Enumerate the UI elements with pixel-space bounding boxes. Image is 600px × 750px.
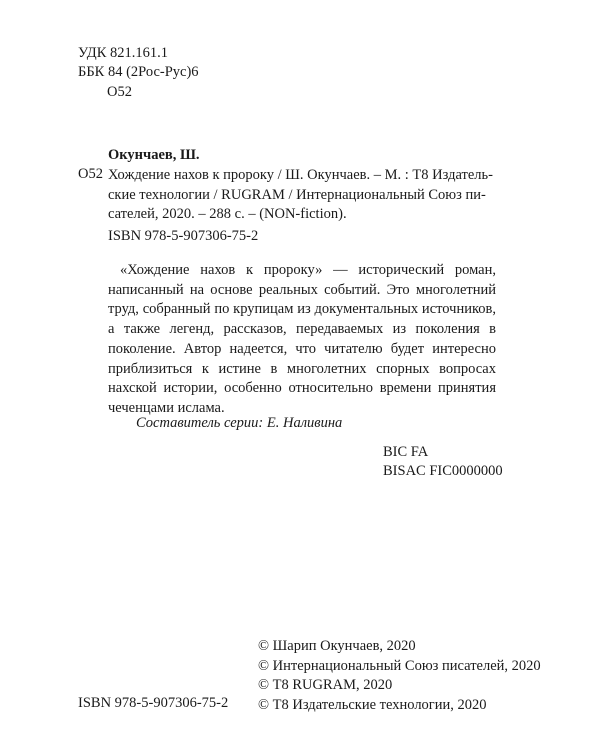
annotation-line: приблизиться к истине в многолетних спорных вопросах (108, 360, 496, 377)
copyright-line: © Т8 Издательские технологии, 2020 (258, 696, 487, 713)
series-editor: Составитель серии: Е. Наливина (136, 415, 343, 431)
bibliographic-description (108, 166, 493, 225)
bisac-code: BISAC FIC0000000 (383, 463, 503, 479)
author-mark: О52 (107, 84, 132, 100)
description-line: сателей, 2020. – 288 с. – (NON-fiction). (108, 206, 347, 222)
bic-code: BIC FA (383, 444, 429, 460)
annotation-line: нахской истории, особенно относительно времени принятия (108, 380, 496, 397)
annotation-line: а также легенд, рассказов, передаваемых из поколения в (108, 321, 496, 338)
description-line: Хождение нахов к пророку / Ш. Окунчаев. – М. : Т8 Издатель- (108, 167, 493, 183)
copyright-block (258, 637, 541, 715)
annotation (108, 261, 496, 419)
author-heading: Окунчаев, Ш. (108, 147, 200, 163)
annotation-line: труд, собранный по крупицам из документальных источников, (108, 301, 496, 318)
entry-isbn: ISBN 978-5-907306-75-2 (108, 228, 259, 244)
copyright-line: © Интернациональный Союз писателей, 2020 (258, 657, 541, 674)
entry-mark: О52 (78, 166, 103, 182)
udk-code: УДК 821.161.1 (78, 45, 168, 61)
annotation-line: «Хождение нахов к пророку» — исторический роман, (120, 262, 496, 278)
footer-isbn: ISBN 978-5-907306-75-2 (78, 695, 229, 711)
copyright-line: © Т8 RUGRAM, 2020 (258, 677, 393, 693)
description-line: ские технологии / RUGRAM / Интернациональный Союз пи- (108, 186, 486, 203)
bbk-code: ББК 84 (2Рос-Рус)6 (78, 64, 199, 80)
annotation-line: написанный на основе реальных событий. Это многолетний (108, 281, 496, 298)
copyright-line: © Шарип Окунчаев, 2020 (258, 638, 416, 654)
annotation-line: чеченцами ислама. (108, 399, 225, 416)
annotation-line: поколение. Автор надеется, что читателю будет интересно (108, 340, 496, 357)
